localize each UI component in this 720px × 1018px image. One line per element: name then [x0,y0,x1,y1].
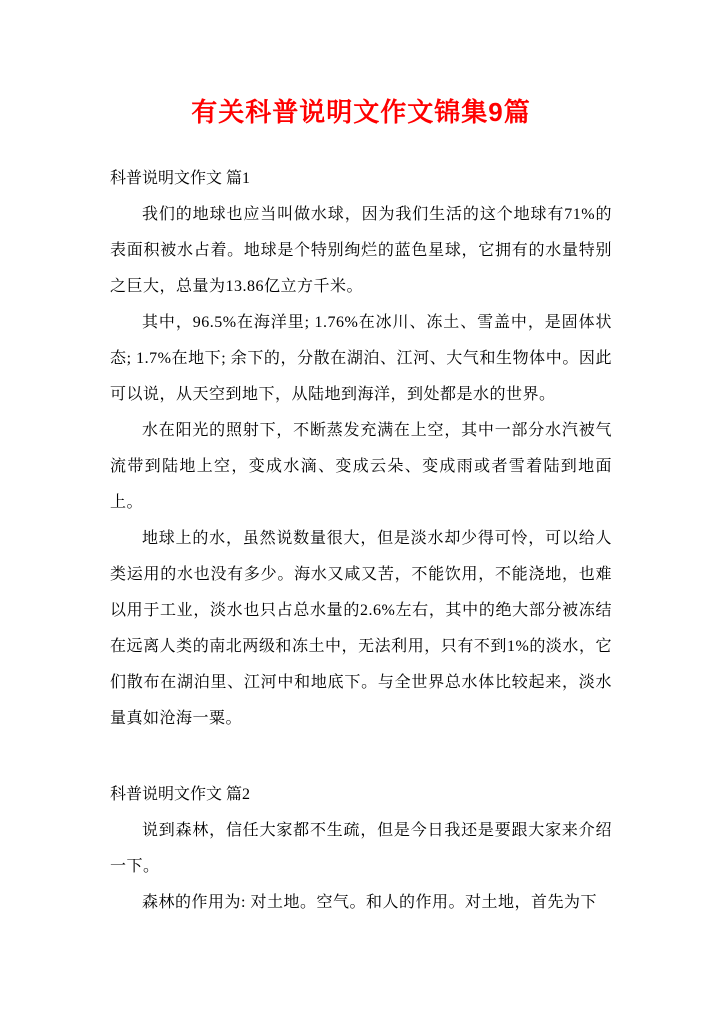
document-title: 有关科普说明文作文锦集9篇 [191,97,531,127]
section-divider-space [110,737,612,777]
paragraph: 我们的地球也应当叫做水球，因为我们生活的这个地球有71%的表面积被水占着。地球是个特别绚烂的蓝色星球，它拥有的水量特别之巨大，总量为13.86亿立方千米。 [110,206,612,295]
paragraph: 森林的作用为: 对土地。空气。和人的作用。对土地，首先为下 [142,894,597,911]
section-essay-1 [110,161,612,737]
paragraph: 说到森林，信任大家都不生疏，但是今日我还是要跟大家来介绍一下。 [110,822,612,875]
section-essay-2 [110,777,612,921]
section-heading: 科普说明文作文 篇1 [110,170,251,187]
paragraph: 地球上的水，虽然说数量很大，但是淡水却少得可怜，可以给人类运用的水也没有多少。海水又咸又苦，不能饮用，不能浇地，也难以用于工业，淡水也只占总水量的2.6%左右，其中的绝大部分被冻结在远离人类的南北两级和冻土中，无法利用，只有不到1%的淡水，它们散布在湖泊里、江河中和地底下。与全世界总水体比较起来，淡水量真如沧海一粟。 [110,530,612,727]
paragraph: 水在阳光的照射下，不断蒸发充满在上空，其中一部分水汽被气流带到陆地上空，变成水滴、变成云朵、变成雨或者雪着陆到地面上。 [110,422,612,511]
paragraph: 其中，96.5%在海洋里; 1.76%在冰川、冻土、雪盖中，是固体状态; 1.7%在地下; 余下的，分散在湖泊、江河、大气和生物体中。因此可以说，从天空到地下，从陆地到海洋，到处都是水的世界。 [110,314,612,403]
section-heading: 科普说明文作文 篇2 [110,786,251,803]
